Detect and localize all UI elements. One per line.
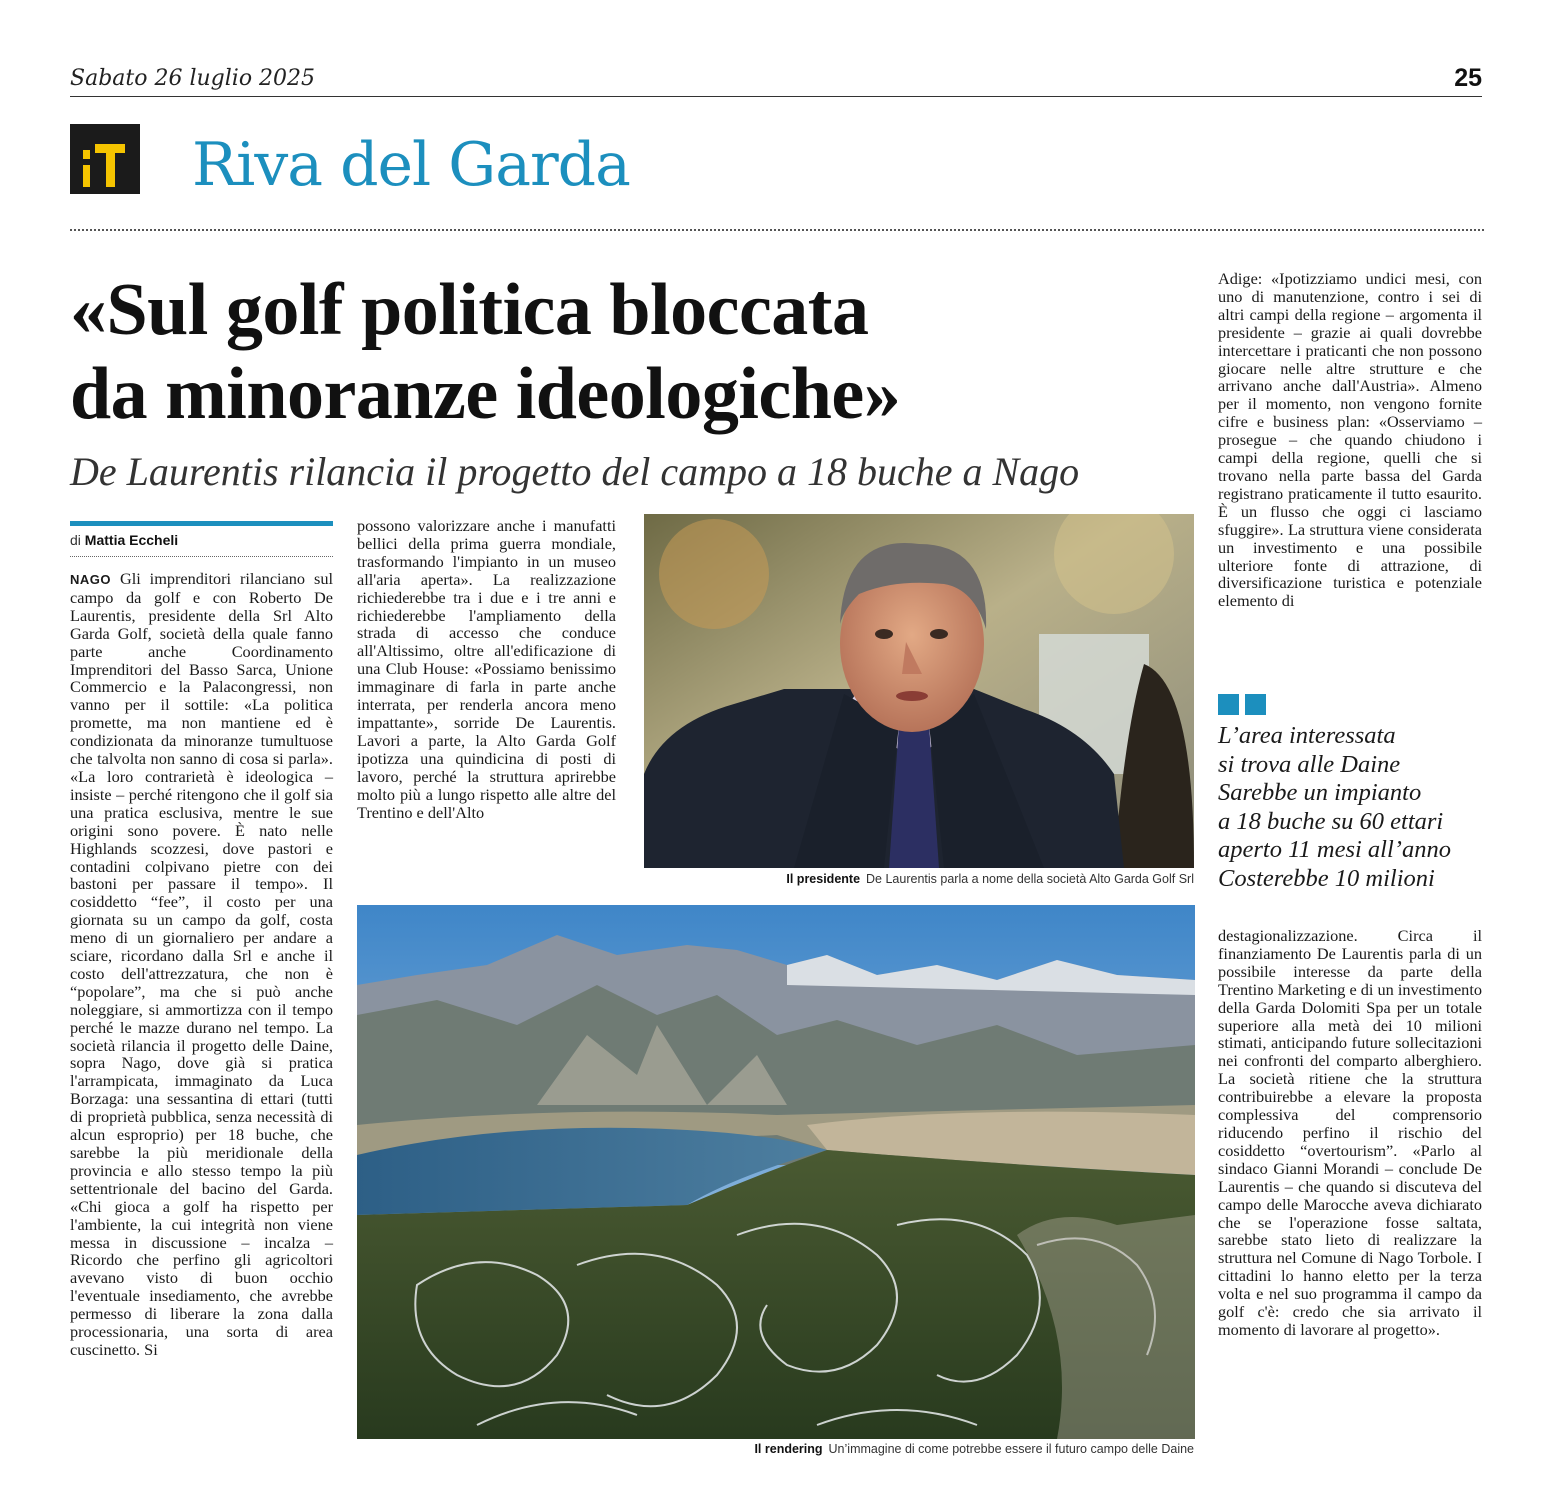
caption-text-president: De Laurentis parla a nome della società Alto Garda Golf Srl	[866, 872, 1194, 886]
article-column-3-top: Adige: «Ipotizziamo undici mesi, con uno di manutenzione, contro i sei di altri campi della regione – argomenta il presidente – grazie ai quali dovrebbe intercettare i praticanti che non possono giocare nelle altre strutture e che arrivano anche dall'Austria». Almeno per il momento, non vengono fornite cifre e business plan: «Osserviamo – prosegue – che quando chiudono i campi della regione, quelli che si trovano nella parte bassa del Garda registrano praticamente il tutto esaurito. È un flusso che oggi ci lasciamo sfuggire». La struttura viene considerata un investimento e una possibile ulteriore fonte di attrazione, di diversificazione turistica e potenziale elemento di	[1218, 269, 1482, 611]
byline-bar	[70, 521, 333, 526]
headline-line-2: da minoranze ideologiche»	[70, 353, 901, 435]
pullquote-line: aperto 11 mesi all’anno	[1218, 836, 1451, 863]
issue-date: Sabato 26 luglio 2025	[70, 66, 316, 91]
pullquote-line: L’area interessata	[1218, 722, 1396, 749]
headline	[70, 268, 1200, 436]
subheadline: De Laurentis rilancia il progetto del campo a 18 buche a Nago	[70, 449, 1080, 494]
photo-rendering	[357, 905, 1195, 1439]
caption-text-rendering: Un’immagine di come potrebbe essere il futuro campo delle Daine	[828, 1442, 1194, 1456]
article-column-1	[70, 570, 333, 1359]
author-name: Mattia Eccheli	[84, 532, 179, 548]
pullquote-marker	[1218, 694, 1272, 719]
page-number: 25	[1454, 64, 1482, 92]
header-rule	[70, 96, 1482, 97]
pullquote-line: Sarebbe un impianto	[1218, 779, 1422, 806]
byline-prefix: di	[70, 532, 81, 548]
section-divider	[70, 229, 1484, 231]
photo-caption-president	[786, 872, 1194, 886]
pullquote-line: si trova alle Daine	[1218, 750, 1401, 778]
headline-line-1: «Sul golf politica bloccata	[70, 269, 869, 351]
pullquote-line: a 18 buche su 60 ettari	[1218, 807, 1444, 835]
caption-label-rendering: Il rendering	[754, 1442, 823, 1456]
dateline: NAGO	[70, 572, 111, 587]
section-title: Riva del Garda	[192, 130, 630, 200]
byline-divider	[70, 556, 333, 557]
article-column-3-bottom: destagionalizzazione. Circa il finanziamento De Laurentis parla di un possibile interesse da parte della Trentino Marketing e di un investimento della Garda Dolomiti Spa per un totale superiore alla metà dei 10 milioni stimati, anticipando future sollecitazioni nei confronti del comparto alberghiero. La società ritiene che la struttura contribuirebbe a elevare la proposta complessiva del comprensorio riducendo perfino il rischio del cosiddetto “overtourism”. «Parlo al sindaco Gianni Morandi – conclude De Laurentis – che quando si discuteva del campo delle Marocche aveva dichiarato che se l'operazione fosse saltata, sarebbe stato lieto di realizzare la struttura nel Comune di Nago Torbole. I cittadini lo hanno eletto per la terza volta e nel suo programma il campo da golf c'è: credo che sia arrivato il momento di lavorare al progetto».	[1218, 926, 1482, 1339]
byline	[70, 532, 178, 548]
photo-caption-rendering	[754, 1442, 1194, 1456]
column-1-text: Gli imprenditori rilanciano sul campo da golf e con Roberto De Laurentis, presidente della Srl Alto Garda Golf, società della quale fanno parte anche Coordinamento Imprenditori del Basso Sarca, Unione Commercio e la Palacongressi, non vanno per il sottile: «La politica promette, ma non mantiene ed è condizionata da minoranze tumultuose che talvolta non sanno di cosa si parla». «La loro contrarietà è ideologica – insiste – perché ritengono che il golf sia una pratica esclusiva, mentre le sue origini sono povere. È nato nelle Highlands scozzesi, dove pastori e contadini colpivano pietre con dei bastoni per passare il tempo». Il cosiddetto “fee”, il costo per una giornata su un campo da golf, costa meno di un giornaliero per andare a sciare, ricordano dalla Srl e anche il costo dell'attrezzatura, che non è “popolare”, ma che si può anche noleggiare, si ammortizza con il tempo perché le mazze durano nel tempo. La società rilancia il progetto delle Daine, sopra Nago, dove già si pratica l'arrampicata, immaginato da Luca Borzaga: una sessantina di ettari (tutti di proprietà pubblica, senza necessità di alcun esproprio) per 18 buche, che sarebbe la più meridionale della provincia e allo stesso tempo la più settentrionale del bacino del Garda. «Chi gioca a golf ha rispetto per l'ambiente, la cui integrità non viene messa in discussione – incalza – Ricordo che perfino gli agricoltori avevano visto di buon occhio l'eventuale insediamento, che avrebbe permesso di liberare la zona dalla processionaria, una sorta di area cuscinetto. Si	[70, 569, 334, 1359]
photo-president	[644, 514, 1194, 868]
pullquote-line: Costerebbe 10 milioni	[1218, 864, 1435, 892]
caption-label-president: Il presidente	[786, 872, 861, 886]
newspaper-logo	[70, 124, 140, 194]
pullquote	[1218, 722, 1488, 893]
article-column-2: possono valorizzare anche i manufatti bellici della prima guerra mondiale, trasformando l'impianto in un museo all'aria aperta». La realizzazione richiederebbe tra i due e i tre anni e richiederebbe l'ampliamento della strada di accesso che conduce all'Altissimo, oltre all'edificazione di una Club House: «Possiamo benissimo immaginare di farla in parte anche interrata, per renderla ancora meno impattante», sorride De Laurentis. Lavori a parte, la Alto Garda Golf ipotizza una quindicina di posti di lavoro, perché la struttura aprirebbe molto più a lungo rispetto alle altre del Trentino e dell'Alto	[357, 516, 616, 822]
